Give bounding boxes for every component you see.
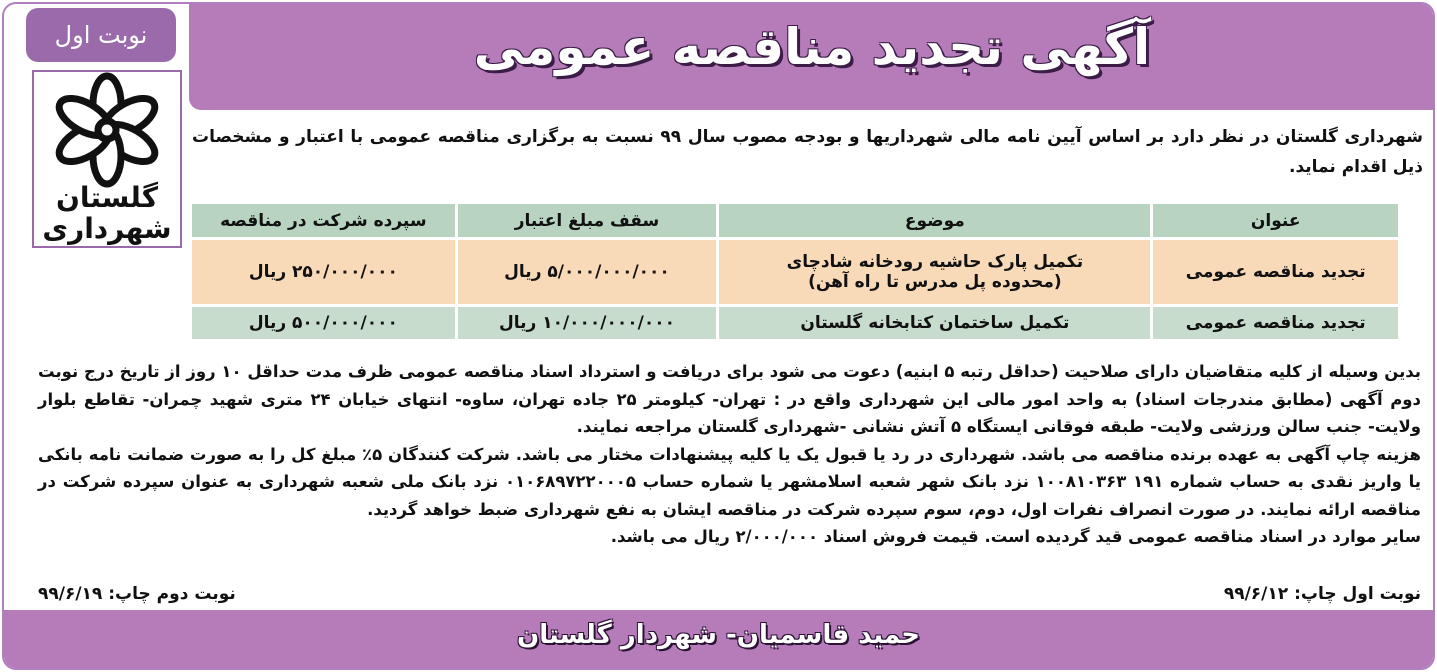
notice-frame — [2, 2, 1435, 670]
intro-paragraph: شهرداری گلستان در نظر دارد بر اساس آیین نامه مالی شهرداریها و بودجه مصوب سال ۹۹ نسبت به برگزاری مناقصه عمومی با اعتبار و مشخصات ذیل اقدام نماید. — [192, 127, 1423, 177]
municipality-logo — [32, 70, 182, 248]
cell-budget: ۱۰/۰۰۰/۰۰۰/۰۰۰ ریال — [458, 307, 717, 339]
table-row — [192, 240, 1398, 304]
tender-table — [189, 201, 1401, 342]
cell-title: تجدید مناقصه عمومی — [1153, 307, 1398, 339]
header-title: عنوان — [1153, 204, 1398, 237]
header-budget: سقف مبلغ اعتبار — [458, 204, 717, 237]
body-paragraph-documents: سایر موارد در اسناد مناقصه عمومی قید گردیده است. قیمت فروش اسناد ۲/۰۰۰/۰۰۰ ریال می باشد. — [610, 527, 1421, 546]
second-print-date: نوبت دوم چاپ: ۹۹/۶/۱۹ — [38, 584, 236, 604]
body-paragraph-guarantee: هزینه چاپ آگهی به عهده برنده مناقصه می باشد. شهرداری در رد یا قبول یک یا کلیه پیشنهادات مختار می باشد. شرکت کنندگان ۵٪ مبلغ کل را به صورت ضمانت نامه بانکی یا واریز نقدی به حساب شماره ۱۹۱ ۱۰۰۸۱۰۳۶۳ نزد بانک شهر شعبه اسلامشهر یا شماره حساب ۰۱۰۶۸۹۷۲۲۰۰۰۵ نزد بانک ملی شعبه شهرداری به عنوان سپرده شرکت در مناقصه ارائه نمایند. در صورت انصراف نفرات اول، دوم، سوم سپرده شرکت در مناقصه ایشان به نفع شهرداری ضبط خواهد گردید. — [38, 444, 1422, 519]
logo-text-line2: شهرداری — [42, 212, 172, 245]
cell-title: تجدید مناقصه عمومی — [1153, 240, 1398, 304]
cell-deposit: ۵۰۰/۰۰۰/۰۰۰ ریال — [192, 307, 455, 339]
header-banner — [189, 4, 1435, 110]
body-paragraph-invitation: بدین وسیله از کلیه متقاضیان دارای صلاحیت (حداقل رتبه ۵ ابنیه) دعوت می شود برای دریافت و استرداد اسناد مناقصه عمومی ظرف مدت حداقل ۱۰ روز از تاریخ درج نوبت دوم آگهی (مطابق مندرجات اسناد) به واحد امور مالی این شهرداری واقع در : تهران- کیلومتر ۲۵ جاده تهران، ساوه- انتهای خیابان ۲۴ متری شهید چمران- تقاطع بلوار ولایت- جنب سالن ورزشی ولایت- طبقه فوقانی ایستگاه ۵ آتش نشانی -شهرداری گلستان مراجعه نمایند. — [38, 362, 1422, 436]
cell-subject-line1: تکمیل پارک حاشیه رودخانه شادچای — [786, 252, 1084, 272]
round-badge: نوبت اول — [26, 8, 176, 62]
cell-subject: تکمیل ساختمان کتابخانه گلستان — [719, 307, 1150, 339]
table-row — [192, 307, 1398, 339]
notice-title: آگهی تجدید مناقصه عمومی — [473, 18, 1151, 76]
cell-subject-line2: (محدوده پل مدرس تا راه آهن) — [808, 272, 1062, 292]
notice-body — [38, 358, 1421, 551]
mayor-signature: حمید قاسمیان- شهردار گلستان — [517, 620, 920, 650]
logo-text-line1: گلستان — [55, 181, 159, 214]
footer-banner — [4, 610, 1433, 668]
print-dates — [38, 584, 1421, 610]
cell-budget: ۵/۰۰۰/۰۰۰/۰۰۰ ریال — [458, 240, 717, 304]
table-header-row — [192, 204, 1398, 237]
first-print-date: نوبت اول چاپ: ۹۹/۶/۱۲ — [1223, 584, 1421, 604]
header-subject: موضوع — [719, 204, 1150, 237]
cell-subject — [719, 240, 1150, 304]
header-deposit: سپرده شرکت در مناقصه — [192, 204, 455, 237]
flower-logo-icon — [34, 72, 180, 246]
cell-deposit: ۲۵۰/۰۰۰/۰۰۰ ریال — [192, 240, 455, 304]
